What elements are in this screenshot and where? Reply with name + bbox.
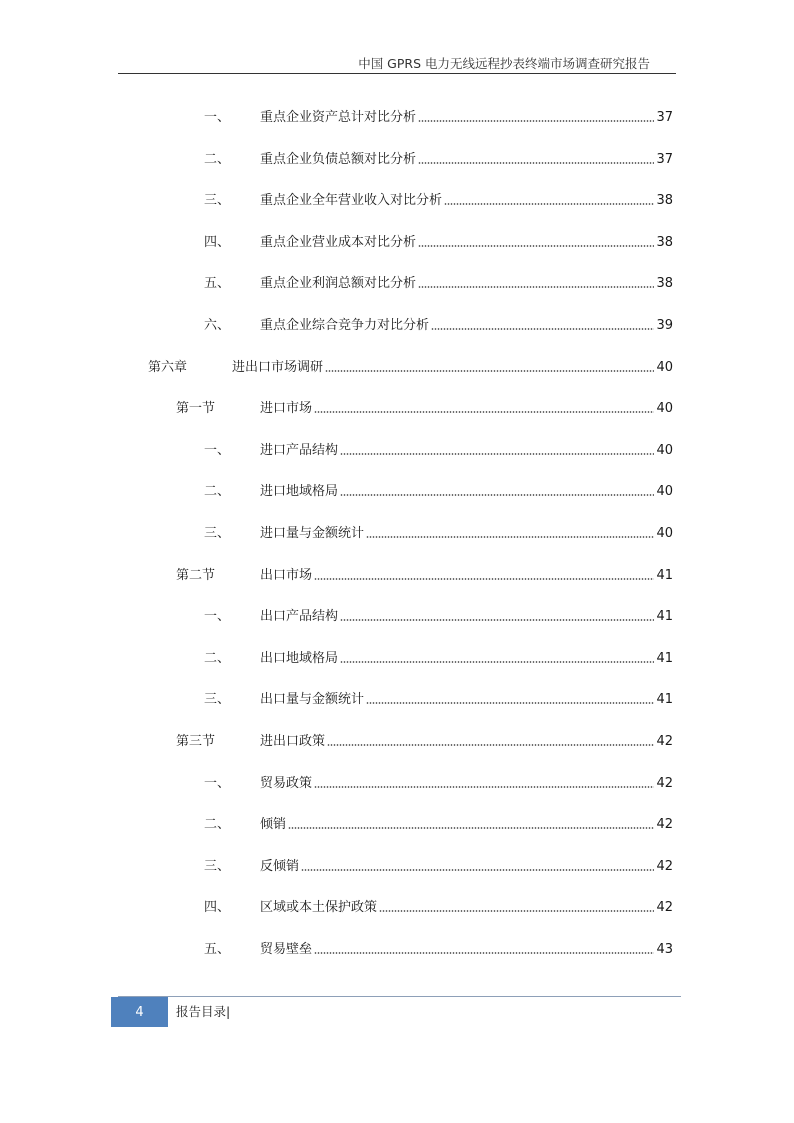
toc-entry-title: 重点企业综合竞争力对比分析 (260, 318, 430, 333)
toc-entry-title: 重点企业负债总额对比分析 (260, 151, 417, 167)
toc-entry-title: 倾销 (260, 817, 287, 833)
toc-entry[interactable] (204, 316, 673, 336)
toc-entry-title: 重点企业利润总额对比分析 (260, 276, 417, 292)
toc-entry[interactable] (204, 940, 673, 960)
toc-dot-leader (431, 327, 654, 332)
toc-entry-page: 38 (656, 276, 673, 292)
toc-dot-leader (340, 493, 654, 498)
toc-entry-title: 区域或本土保护政策 (260, 900, 378, 916)
toc-entry-page: 40 (656, 442, 673, 458)
toc-entry-page: 41 (656, 609, 673, 625)
toc-entry[interactable] (204, 607, 673, 627)
toc-entry[interactable] (204, 857, 673, 877)
toc-dot-leader (418, 119, 654, 124)
page-number: 4 (135, 1004, 144, 1020)
toc-entry-title: 进口产品结构 (260, 442, 339, 458)
toc-dot-leader (314, 410, 654, 415)
toc-entry-page: 42 (656, 775, 673, 791)
toc-entry-number: 五、 (204, 276, 231, 292)
toc-dot-leader (418, 285, 654, 290)
toc-entry-page: 42 (656, 817, 673, 833)
toc-entry[interactable] (204, 690, 673, 710)
toc-entry-number: 三、 (204, 692, 231, 708)
toc-entry-page: 42 (656, 858, 673, 874)
toc-dot-leader (288, 826, 654, 831)
toc-entry-number: 三、 (204, 526, 231, 541)
toc-entry-page: 37 (656, 151, 673, 167)
toc-entry-page: 38 (656, 234, 673, 250)
toc-dot-leader (314, 785, 654, 790)
toc-entry[interactable] (176, 399, 673, 419)
toc-entry[interactable] (204, 191, 673, 211)
toc-entry-page: 37 (656, 110, 673, 125)
toc-entry-number: 二、 (204, 151, 231, 167)
toc-dot-leader (418, 244, 654, 249)
toc-entry[interactable] (204, 524, 673, 544)
toc-dot-leader (444, 202, 654, 207)
footer-label: 报告目录| (176, 1004, 231, 1019)
toc-dot-leader (314, 951, 654, 956)
toc-entry-page: 42 (656, 900, 673, 916)
toc-entry[interactable] (204, 482, 673, 502)
toc-entry-number: 第三节 (176, 734, 216, 749)
toc-entry-title: 贸易政策 (260, 775, 313, 791)
toc-entry-title: 出口产品结构 (260, 609, 339, 625)
toc-entry-number: 一、 (204, 110, 231, 125)
toc-dot-leader (325, 369, 654, 374)
toc-entry-number: 四、 (204, 900, 231, 916)
toc-entry-page: 39 (656, 318, 673, 333)
toc-entry-title: 反倾销 (260, 858, 300, 874)
toc-entry-title: 出口市场 (260, 567, 313, 583)
toc-dot-leader (366, 535, 654, 540)
toc-entry-page: 43 (656, 942, 673, 957)
toc-dot-leader (418, 161, 654, 166)
toc-entry-page: 42 (656, 734, 673, 749)
toc-entry-page: 38 (656, 193, 673, 209)
page-number-badge (111, 997, 168, 1027)
toc-entry-page: 41 (656, 650, 673, 666)
toc-entry[interactable] (204, 815, 673, 835)
toc-entry-number: 一、 (204, 775, 231, 791)
toc-entry-title: 进口市场 (260, 401, 313, 417)
toc-entry[interactable] (204, 774, 673, 794)
toc-entry-title: 进出口市场调研 (232, 359, 324, 375)
toc-entry-number: 五、 (204, 942, 231, 957)
toc-entry-title: 重点企业营业成本对比分析 (260, 234, 417, 250)
toc-entry[interactable] (204, 108, 673, 128)
toc-entry-title: 出口地域格局 (260, 650, 339, 666)
toc-dot-leader (340, 618, 654, 623)
toc-entry-number: 第六章 (148, 359, 188, 375)
toc-entry-page: 40 (656, 526, 673, 541)
toc-entry-number: 一、 (204, 609, 231, 625)
toc-entry-page: 40 (656, 359, 673, 375)
toc-entry[interactable] (204, 233, 673, 253)
toc-entry-page: 40 (656, 401, 673, 417)
toc-entry-page: 41 (656, 692, 673, 708)
toc-entry-title: 重点企业资产总计对比分析 (260, 110, 417, 125)
toc-entry[interactable] (204, 150, 673, 170)
toc-entry-number: 二、 (204, 817, 231, 833)
toc-entry[interactable] (176, 732, 673, 752)
header-title: 中国 GPRS 电力无线远程抄表终端市场调查研究报告 (358, 56, 650, 71)
toc-entry-number: 一、 (204, 442, 231, 458)
header-divider (118, 73, 676, 74)
toc-entry[interactable] (148, 358, 673, 378)
toc-entry-title: 进口地域格局 (260, 484, 339, 500)
toc-dot-leader (379, 909, 654, 914)
toc-dot-leader (340, 452, 654, 457)
toc-entry-number: 四、 (204, 234, 231, 250)
toc-entry[interactable] (204, 898, 673, 918)
toc-entry-number: 三、 (204, 193, 231, 209)
toc-entry-number: 第二节 (176, 567, 216, 583)
toc-entry[interactable] (204, 274, 673, 294)
toc-entry-number: 六、 (204, 318, 231, 333)
toc-entry[interactable] (176, 566, 673, 586)
toc-dot-leader (366, 701, 654, 706)
toc-entry-number: 二、 (204, 650, 231, 666)
toc-entry[interactable] (204, 441, 673, 461)
toc-entry-title: 重点企业全年营业收入对比分析 (260, 193, 443, 209)
toc-dot-leader (301, 868, 654, 873)
toc-entry-page: 40 (656, 484, 673, 500)
toc-entry-title: 进口量与金额统计 (260, 526, 365, 541)
toc-dot-leader (314, 577, 654, 582)
toc-entry-number: 第一节 (176, 401, 216, 417)
toc-entry-page: 41 (656, 567, 673, 583)
toc-entry[interactable] (204, 649, 673, 669)
toc-entry-title: 出口量与金额统计 (260, 692, 365, 708)
toc-dot-leader (340, 660, 654, 665)
toc-entry-title: 贸易壁垒 (260, 942, 313, 957)
toc-entry-number: 二、 (204, 484, 231, 500)
toc-entry-number: 三、 (204, 858, 231, 874)
toc-entry-title: 进出口政策 (260, 734, 326, 749)
footer-divider (118, 996, 681, 997)
toc-dot-leader (327, 743, 654, 748)
